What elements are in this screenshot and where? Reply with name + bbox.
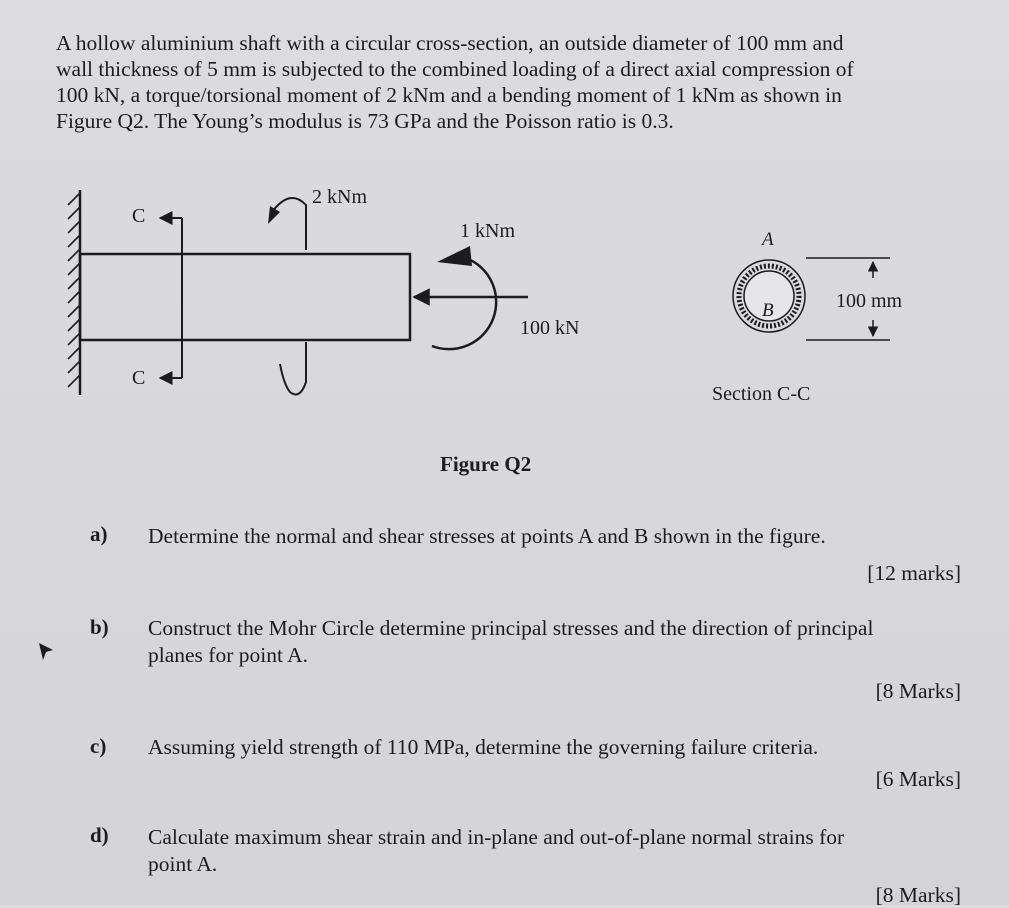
question-line: planes for point A. (148, 643, 309, 667)
question-a-marks: [12 marks] (867, 561, 961, 585)
section-cut-line (160, 218, 182, 378)
question-line: Determine the normal and shear stresses at points A and B shown in the figure. (148, 524, 826, 548)
shaft-body (80, 254, 410, 340)
question-c-marks: [6 Marks] (875, 767, 961, 791)
section-mark-top: C (132, 205, 146, 227)
intro-line: Figure Q2. The Young’s modulus is 73 GPa and the Poisson ratio is 0.3. (56, 109, 674, 133)
fixed-wall-support (68, 190, 80, 395)
figure-caption: Figure Q2 (440, 452, 532, 476)
problem-statement (56, 30, 972, 134)
question-a-label: a) (90, 522, 108, 546)
mouse-pointer-icon (36, 641, 56, 663)
question-b-label: b) (90, 615, 109, 639)
hollow-cross-section (733, 260, 805, 332)
point-b-label: B (762, 300, 774, 321)
figure-q2-diagram (0, 170, 1009, 420)
torque-label: 2 kNm (312, 186, 367, 208)
intro-line: 100 kN, a torque/torsional moment of 2 kNm and a bending moment of 1 kNm as shown in (56, 83, 842, 107)
question-a-text (148, 523, 968, 550)
point-a-label: A (762, 229, 774, 250)
question-line: Calculate maximum shear strain and in-plane and out-of-plane normal strains for (148, 825, 845, 849)
torque-arrow (268, 198, 306, 395)
intro-line: wall thickness of 5 mm is subjected to the combined loading of a direct axial compression of (56, 57, 854, 81)
question-b-text (148, 615, 968, 669)
question-line: point A. (148, 852, 218, 876)
question-d-marks: [8 Marks] (875, 883, 961, 907)
question-c-label: c) (90, 734, 107, 758)
axial-label: 100 kN (520, 317, 580, 339)
diameter-label: 100 mm (836, 290, 903, 312)
question-line: Assuming yield strength of 110 MPa, determine the governing failure criteria. (148, 735, 819, 759)
moment-label: 1 kNm (460, 220, 515, 242)
section-mark-bottom: C (132, 367, 146, 389)
section-label: Section C-C (712, 383, 811, 405)
intro-line: A hollow aluminium shaft with a circular cross-section, an outside diameter of 100 mm and (56, 31, 844, 55)
question-c-text (148, 734, 968, 761)
question-d-text (148, 824, 968, 878)
question-line: Construct the Mohr Circle determine principal stresses and the direction of principal (148, 616, 874, 640)
question-d-label: d) (90, 823, 109, 847)
question-b-marks: [8 Marks] (875, 679, 961, 703)
